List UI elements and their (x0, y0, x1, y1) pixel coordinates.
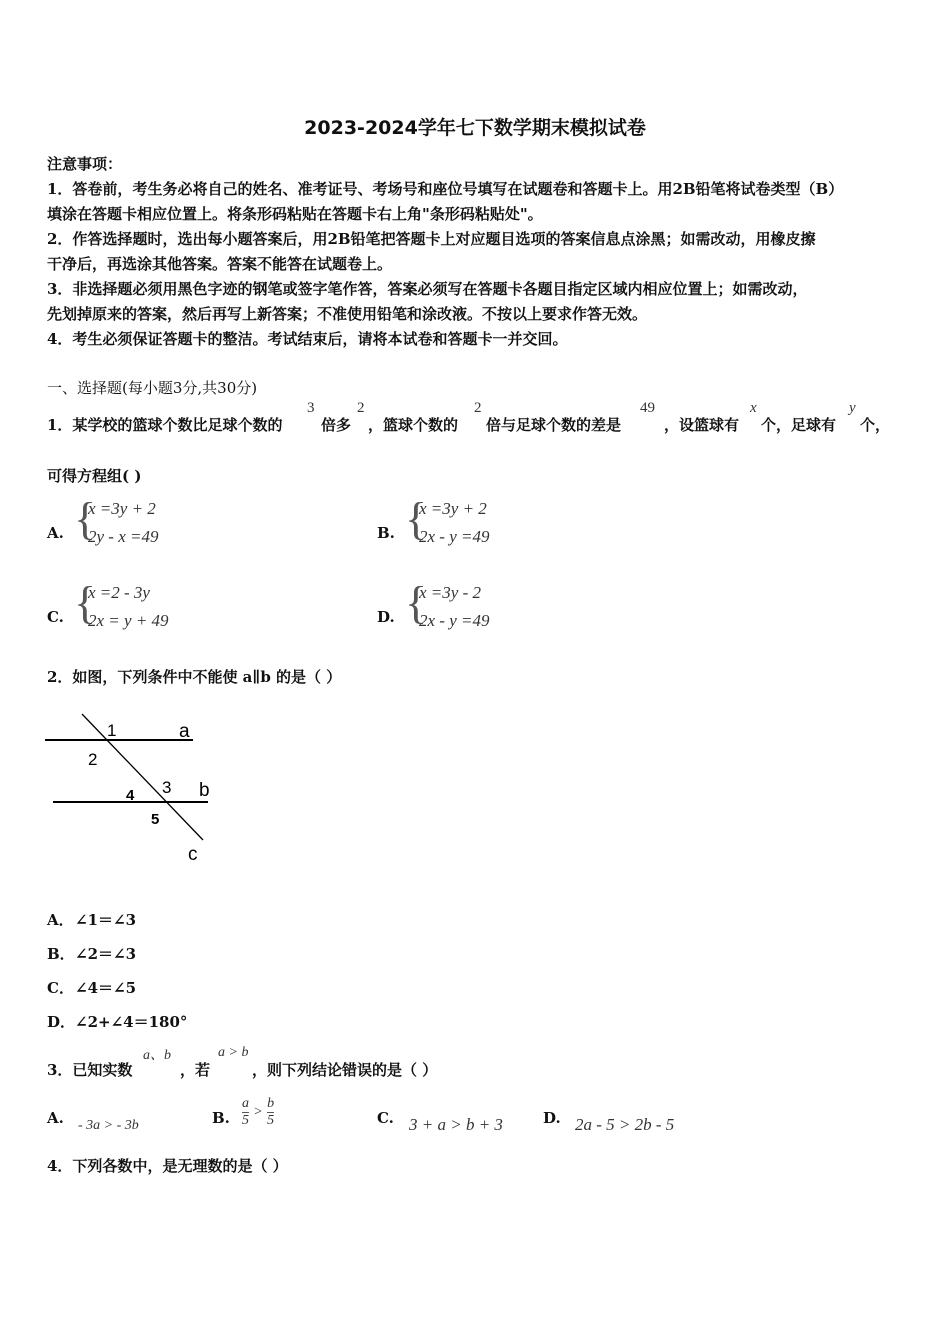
fraction: $\frac{b}{5}$ (267, 1096, 275, 1128)
option-text: ∠4＝∠5 (75, 979, 137, 997)
option-label: B. (377, 524, 395, 542)
q1-variable: x (750, 400, 757, 416)
brace: { (74, 577, 97, 628)
option-label: C. (377, 1109, 394, 1127)
brace: { (74, 493, 97, 544)
notice-line: 干净后，再选涂其他答案。答案不能答在试题卷上。 (47, 255, 393, 273)
notice-line: 先划掉原来的答案，然后再写上新答案；不准使用铅笔和涂改液。不按以上要求作答无效。 (47, 305, 648, 323)
q3-variables: a、b (143, 1048, 171, 1063)
option-label: D. (543, 1109, 561, 1127)
q4-stem: 4．下列各数中，是无理数的是（ ） (47, 1157, 288, 1175)
option-label: B． (47, 945, 75, 963)
q1-text: 个，足球有 (761, 416, 837, 434)
notice-line: 1．答卷前，考生务必将自己的姓名、准考证号、考场号和座位号填写在试题卷和答题卡上。用2B铅笔将试卷类型（B） (47, 180, 844, 198)
equation: x =3y + 2 (88, 499, 156, 518)
option-label: D． (47, 1013, 76, 1031)
q1-text: ，篮球个数的 (368, 416, 459, 434)
notice-line: 4．考生必须保证答题卡的整洁。考试结束后，请将本试卷和答题卡一并交回。 (47, 330, 568, 348)
option-expression: 2a - 5 > 2b - 5 (575, 1115, 675, 1134)
q3-text: ，则下列结论错误的是（ ） (252, 1061, 438, 1079)
page-title: 2023-2024学年七下数学期末模拟试卷 (304, 117, 646, 139)
equation: 2x = y + 49 (88, 611, 169, 630)
q1-value: 2 (474, 400, 482, 416)
option-label: D. (377, 608, 395, 626)
option-text: ∠2+∠4＝180° (75, 1013, 188, 1031)
option-label: C． (47, 979, 74, 997)
parallel-lines-figure (40, 712, 220, 864)
equation: 2x - y =49 (419, 611, 490, 630)
option-text: ∠1＝∠3 (75, 911, 137, 929)
equation: 2y - x =49 (88, 527, 159, 546)
q3-text: ，若 (180, 1061, 211, 1079)
equation: x =3y - 2 (419, 583, 481, 602)
option-expression: 3 + a > b + 3 (409, 1115, 503, 1134)
q1-value: 2 (357, 400, 365, 416)
angle-label: 2 (88, 750, 98, 769)
option-label: B. (212, 1109, 230, 1127)
q1-text: 1．某学校的篮球个数比足球个数的 (47, 416, 283, 434)
q1-value: 49 (640, 400, 655, 416)
section-heading: 一、选择题(每小题3分,共30分) (47, 379, 258, 397)
q1-variable: y (849, 400, 856, 416)
option-label: C. (47, 608, 64, 626)
line-label: c (188, 844, 198, 864)
equation: x =3y + 2 (419, 499, 487, 518)
q1-text: 倍与足球个数的差是 (486, 416, 622, 434)
equation: 2x - y =49 (419, 527, 490, 546)
q2-stem: 2．如图，下列条件中不能使 a∥b 的是（ ） (47, 668, 342, 686)
q1-value: 3 (307, 400, 315, 416)
angle-label: 3 (162, 778, 172, 797)
option-label: A. (47, 1109, 64, 1127)
notice-line: 2．作答选择题时，选出每小题答案后，用2B铅笔把答题卡上对应题目选项的答案信息点涂黑；如需改动，用橡皮擦 (47, 230, 816, 248)
angle-label: 5 (151, 811, 160, 828)
angle-label: 1 (107, 721, 117, 740)
brace: { (405, 493, 428, 544)
option-label: A． (47, 911, 74, 929)
notice-heading: 注意事项： (47, 155, 123, 173)
notice-line: 3．非选择题必须用黑色字迹的钢笔或签字笔作答，答案必须写在答题卡各题目指定区域内相应位置上；如需改动， (47, 280, 808, 298)
brace: { (405, 577, 428, 628)
q1-text: 个， (860, 416, 891, 434)
line-label: b (199, 780, 210, 801)
notice-line: 填涂在答题卡相应位置上。将条形码粘贴在答题卡右上角"条形码粘贴处"。 (47, 205, 543, 223)
q1-text: 可得方程组( ) (47, 467, 142, 485)
equation: x =2 - 3y (88, 583, 150, 602)
fraction: $\frac{a}{5}$ (242, 1096, 249, 1128)
angle-label: 4 (126, 787, 135, 804)
q3-condition: a > b (218, 1045, 249, 1060)
q1-text: ，设篮球有 (664, 416, 740, 434)
q3-text: 3．已知实数 (47, 1061, 133, 1079)
option-expression: - 3a > - 3b (78, 1118, 139, 1133)
option-text: ∠2＝∠3 (75, 945, 137, 963)
line-label: a (179, 721, 190, 742)
q1-text: 倍多 (321, 416, 352, 434)
option-expression: $\frac{a}{5}$ > $\frac{b}{5}$ (242, 1096, 275, 1128)
option-label: A. (47, 524, 64, 542)
